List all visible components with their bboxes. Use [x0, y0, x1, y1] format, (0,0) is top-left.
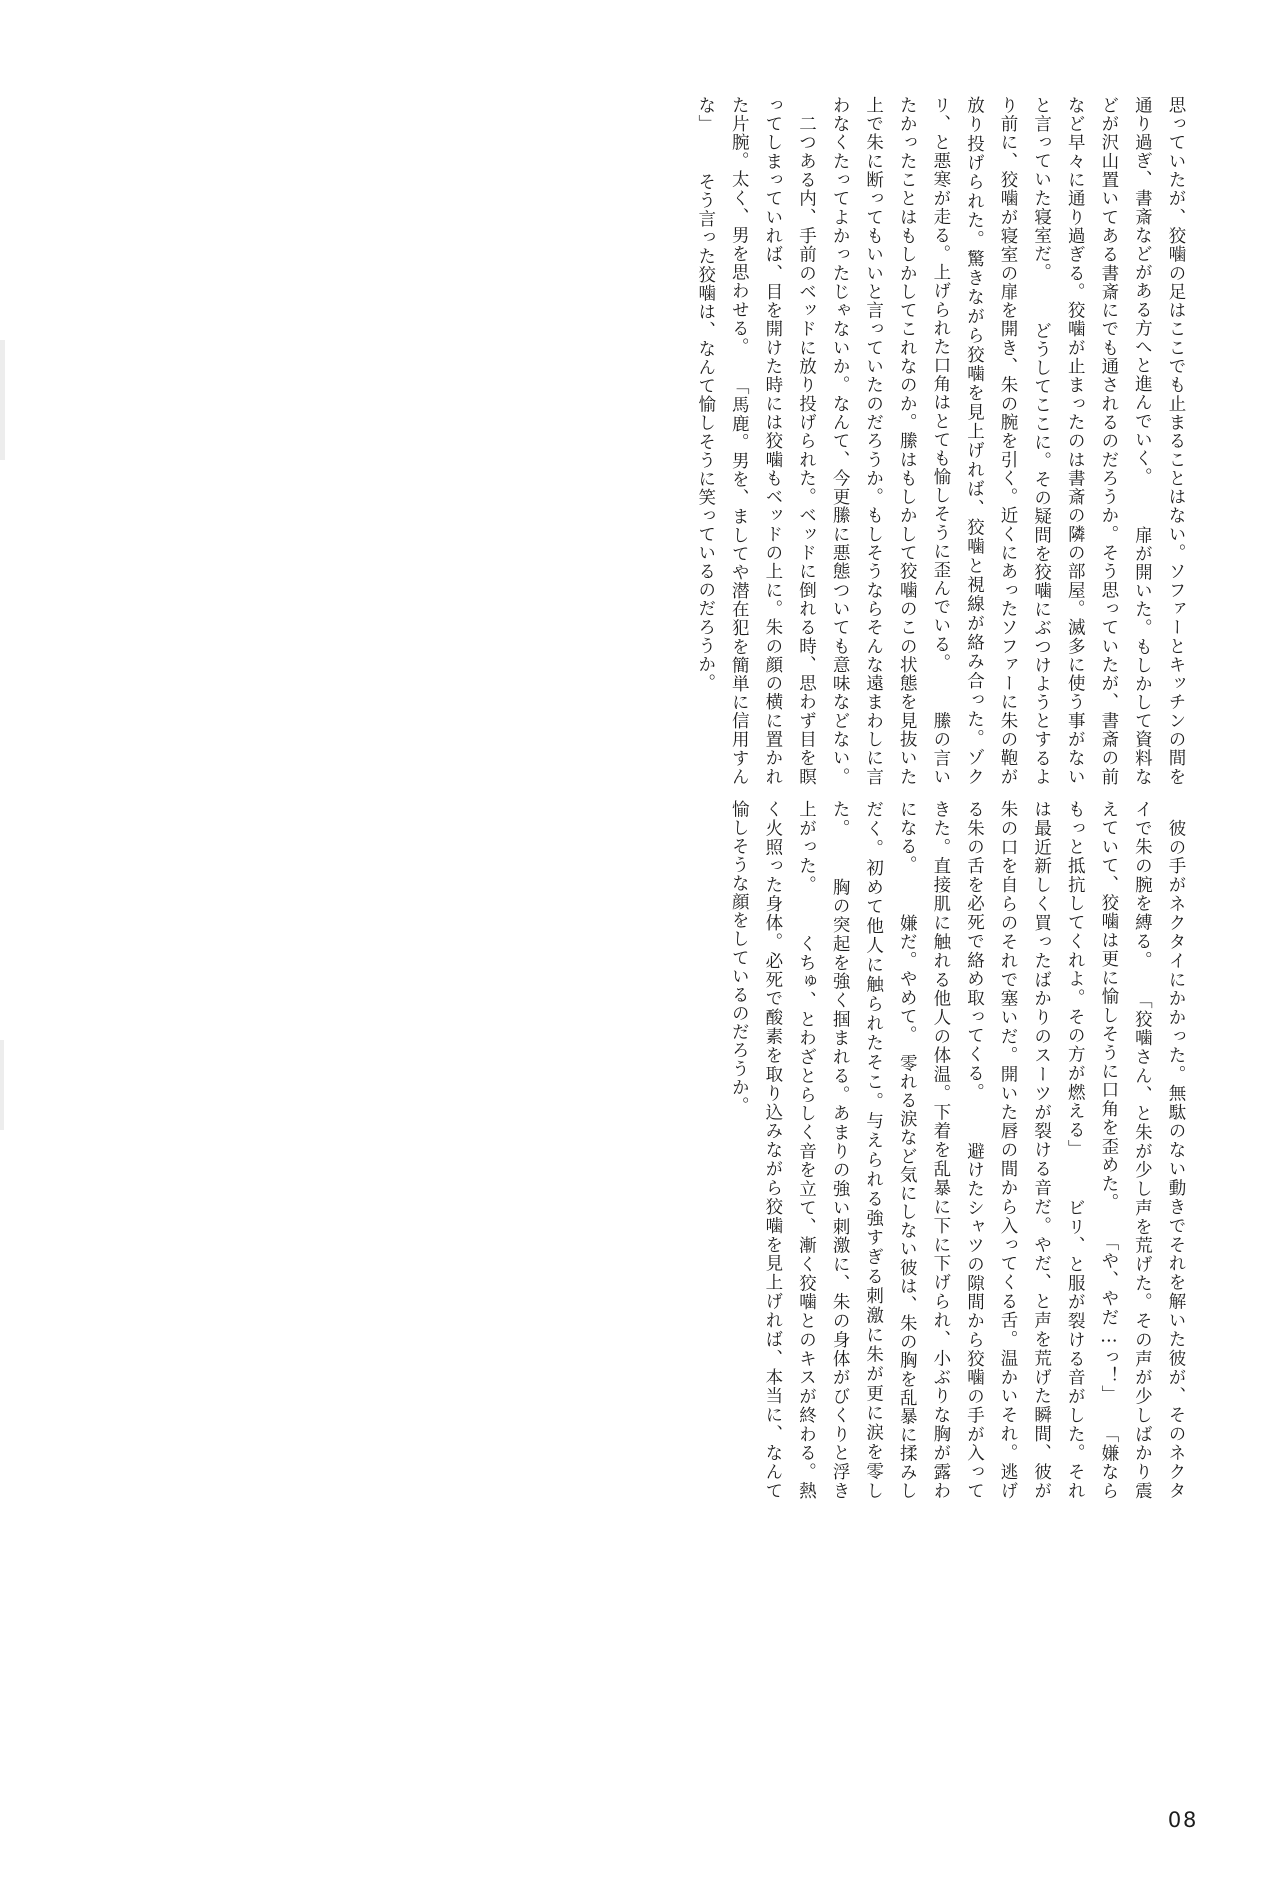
page-number: 08 [1167, 1808, 1198, 1832]
body-text-bottom: 彼の手がネクタイにかかった。無駄のない動きでそれを解いた彼が、そのネクタイで朱の腕を縛る。 「狡噛さん、と朱が少し声を荒げた。その声が少しばかり震えていて、狡噛は更に愉しそうに口角を歪めた。 「や、やだ…っ！」 「嫌ならもっと抵抗してくれよ。その方が燃える」 ビリ、と服が裂ける音がした。それは最近新しく買ったばかりのスーツが裂ける音だ。やだ、と声を荒げた瞬間、彼が朱の口を自らのそれで塞いだ。開いた唇の間から入ってくる舌。温かいそれ。逃げる朱の舌を必死で絡め取ってくる。 避けたシャツの隙間から狡噛の手が入ってきた。直接肌に触れる他人の体温。下着を乱暴に下に下げられ、小ぶりな胸が露わになる。 嫌だ。やめて。 零れる涙など気にしない彼は、朱の胸を乱暴に揉みしだく。初めて他人に触られたそこ。与えられる強すぎる刺激に朱が更に涙を零した。 胸の突起を強く掴まれる。あまりの強い刺激に、朱の身体がびくりと浮き上がった。 くちゅ、とわざとらしく音を立て、漸く狡噛とのキスが終わる。熱く火照った身体。必死で酸素を取り込みながら狡噛を見上げれば、本当に、なんて愉しそうな顔をしているのだろうか。 [729, 800, 1186, 1500]
scan-artifact [0, 1040, 4, 1130]
body-text-top: 思っていたが、狡噛の足はここでも止まることはない。ソファーとキッチンの間を通り過ぎ、書斎などがある方へと進んでいく。 扉が開いた。もしかして資料などが沢山置いてある書斎にでも通されるのだろうか。そう思っていたが、書斎の前など早々に通り過ぎる。狡噛が止まったのは書斎の隣の部屋。滅多に使う事がないと言っていた寝室だ。 どうしてここに。その疑問を狡噛にぶつけようとするより前に、狡噛が寝室の扉を開き、朱の腕を引く。近くにあったソファーに朱の鞄が放り投げられた。驚きながら狡噛を見上げれば、狡噛と視線が絡み合った。ゾクリ、と悪寒が走る。上げられた口角はとても愉しそうに歪んでいる。 縢の言いたかったことはもしかしてこれなのか。縢はもしかして狡噛のこの状態を見抜いた上で朱に断ってもいいと言っていたのだろうか。もしそうならそんな遠まわしに言わなくたってよかったじゃないか。なんて、今更縢に悪態ついても意味などない。 二つある内、手前のベッドに放り投げられた。ベッドに倒れる時、思わず目を瞑ってしまっていれば、目を開けた時には狡噛もベッドの上に。朱の顔の横に置かれた片腕。太く、男を思わせる。 「馬鹿。男を、ましてや潜在犯を簡単に信用すんな」 そう言った狡噛は、なんて愉しそうに笑っているのだろうか。 [695, 96, 1186, 786]
scan-artifact [0, 340, 5, 460]
